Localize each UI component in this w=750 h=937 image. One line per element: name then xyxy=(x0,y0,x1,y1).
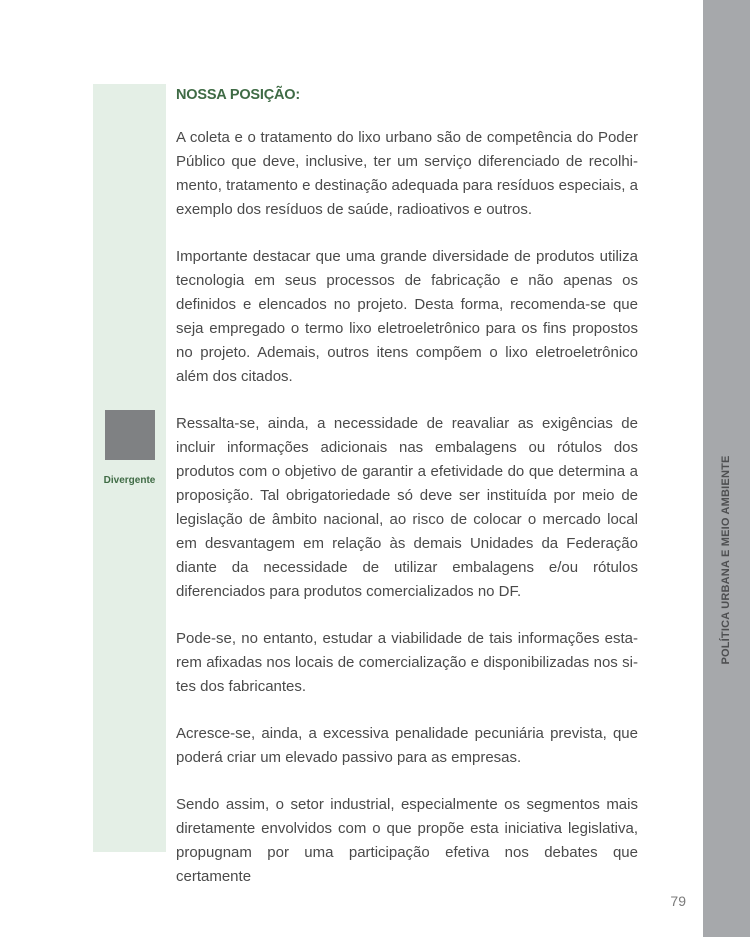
section-heading: NOSSA POSIÇÃO: xyxy=(176,87,300,103)
paragraph: Acresce-se, ainda, a excessiva penalidade pecuniária prevista, que poderá criar um elevado passivo para as empresas. xyxy=(176,725,638,766)
paragraph: Pode-se, no entanto, estudar a viabilidade de tais informações estarem afixadas nos locais de comercialização e disponibilizadas nos sites dos fabricantes. xyxy=(176,630,638,695)
page-number: 79 xyxy=(670,893,686,909)
paragraph: Importante destacar que uma grande diversidade de produtos utiliza tecnologia em seus processos de fabricação e não apenas os definidos e elencados no projeto. Desta forma, recomenda-se que seja empregado o termo lixo eletroeletrônico para os fins propostos no projeto. Ademais, outros itens compõem o lixo eletroeletrônico além dos citados. xyxy=(176,248,638,385)
stance-sidebar-band xyxy=(93,84,166,852)
paragraph: A coleta e o tratamento do lixo urbano são de competência do Poder Público que deve, inclusive, ter um serviço diferenciado de recolhimento, tratamento e destinação adequada para resíduos especiais, a exemplo dos resíduos de saúde, radioativos e outros. xyxy=(176,129,638,218)
paragraph: Sendo assim, o setor industrial, especialmente os segmentos mais diretamente envolvidos com o que propõe esta iniciativa legislativa, propugnam por uma participação efetiva nos debates que certamente xyxy=(176,796,638,885)
stance-indicator-box xyxy=(105,410,155,460)
main-content xyxy=(176,84,638,912)
chapter-title: POLÍTICA URBANA E MEIO AMBIENTE xyxy=(720,455,732,665)
paragraph: Ressalta-se, ainda, a necessidade de reavaliar as exigências de incluir informações adicionais nas embalagens ou rótulos dos produtos com o objetivo de garantir a efetividade do que determina a proposição. Tal obrigatoriedade só deve ser instituída por meio de legislação de âmbito nacional, ao risco de colocar o mercado local em desvantagem em relação às demais Unidades da Federação diante da necessidade de utilizar embalagens e/ou rótulos diferenciados para produtos comercializados no DF. xyxy=(176,415,638,600)
stance-label: Divergente xyxy=(103,475,156,486)
